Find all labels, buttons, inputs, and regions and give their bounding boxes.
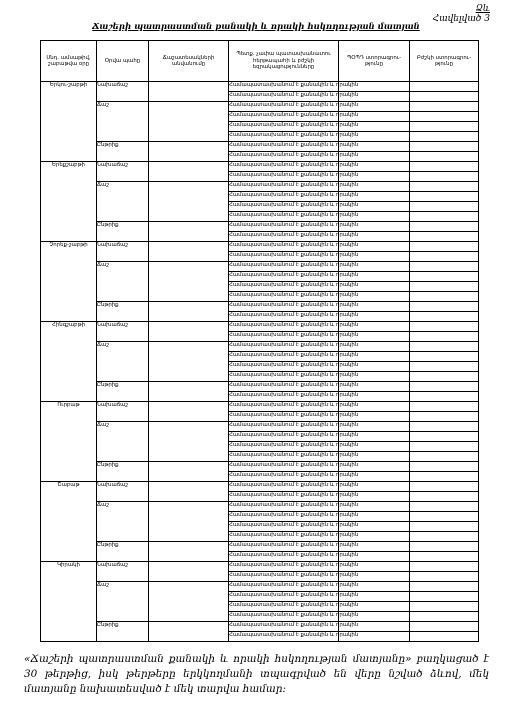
signature-cell-2[interactable] bbox=[410, 92, 479, 102]
conclusion-cell: Համապատասխանում է քանակին և որակին bbox=[229, 362, 339, 372]
table-row bbox=[41, 222, 479, 232]
signature-cell-2[interactable] bbox=[410, 512, 479, 522]
signature-cell-2[interactable] bbox=[410, 552, 479, 562]
column-header-dish: Ճաշատեսակների անվանումը bbox=[149, 41, 229, 82]
weekday-cell: Հինգշաբթի bbox=[41, 322, 97, 402]
conclusion-cell: Համապատասխանում է քանակին և որակին bbox=[229, 412, 339, 422]
meal-cell: Նախաճաշ bbox=[97, 322, 149, 342]
form-mark: Ձև bbox=[475, 4, 490, 14]
weekday-cell: Երեքշաբթի bbox=[41, 162, 97, 242]
dish-name-cell[interactable] bbox=[149, 142, 229, 162]
signature-cell-2[interactable] bbox=[410, 132, 479, 142]
meal-cell: Ընթրիք bbox=[97, 142, 149, 162]
dish-name-cell[interactable] bbox=[149, 502, 229, 542]
control-log-table bbox=[40, 40, 479, 642]
conclusion-cell: Համապատասխանում է քանակին և որակին bbox=[229, 482, 339, 492]
weekday-cell: Կիրակի bbox=[41, 562, 97, 642]
conclusion-cell: Համապատասխանում է քանակին և որակին bbox=[229, 312, 339, 322]
meal-cell: Ճաշ bbox=[97, 342, 149, 382]
table-row bbox=[41, 302, 479, 312]
signature-cell-2[interactable] bbox=[410, 242, 479, 252]
signature-cell-2[interactable] bbox=[410, 102, 479, 112]
dish-name-cell[interactable] bbox=[149, 482, 229, 502]
column-header-conclusion: Պետք․ չափա պատասխանատու հերթապահի և բժշկի եզրակացությունները bbox=[229, 41, 339, 82]
conclusion-cell: Համապատասխանում է քանակին և որակին bbox=[229, 252, 339, 262]
conclusion-cell: Համապատասխանում է քանակին և որակին bbox=[229, 232, 339, 242]
meal-cell: Ճաշ bbox=[97, 182, 149, 222]
signature-cell-2[interactable] bbox=[410, 292, 479, 302]
conclusion-cell: Համապատասխանում է քանակին և որակին bbox=[229, 212, 339, 222]
column-header-signature-2: Բժշկի ստորագրու-թյունը bbox=[410, 41, 479, 82]
dish-name-cell[interactable] bbox=[149, 622, 229, 642]
table-row bbox=[41, 542, 479, 552]
weekday-cell: Երկու-շաբթի bbox=[41, 82, 97, 162]
meal-cell: Ճաշ bbox=[97, 102, 149, 142]
conclusion-cell: Համապատասխանում է քանակին և որակին bbox=[229, 122, 339, 132]
signature-cell-2[interactable] bbox=[410, 212, 479, 222]
table-row bbox=[41, 622, 479, 632]
table-row bbox=[41, 422, 479, 432]
conclusion-cell: Համապատասխանում է քանակին և որակին bbox=[229, 542, 339, 552]
meal-cell: Ճաշ bbox=[97, 262, 149, 302]
dish-name-cell[interactable] bbox=[149, 542, 229, 562]
conclusion-cell: Համապատասխանում է քանակին և որակին bbox=[229, 472, 339, 482]
conclusion-cell: Համապատասխանում է քանակին և որակին bbox=[229, 602, 339, 612]
dish-name-cell[interactable] bbox=[149, 182, 229, 222]
dish-name-cell[interactable] bbox=[149, 242, 229, 262]
signature-cell-2[interactable] bbox=[410, 542, 479, 552]
conclusion-cell: Համապատասխանում է քանակին և որակին bbox=[229, 442, 339, 452]
table-row bbox=[41, 142, 479, 152]
signature-cell-2[interactable] bbox=[410, 342, 479, 352]
conclusion-cell: Համապատասխանում է քանակին և որակին bbox=[229, 142, 339, 152]
conclusion-cell: Համապատասխանում է քանակին և որակին bbox=[229, 182, 339, 192]
signature-cell-2[interactable] bbox=[410, 562, 479, 572]
signature-cell-2[interactable] bbox=[410, 322, 479, 332]
signature-cell-2[interactable] bbox=[410, 172, 479, 182]
conclusion-cell: Համապատասխանում է քանակին և որակին bbox=[229, 152, 339, 162]
signature-cell-2[interactable] bbox=[410, 352, 479, 362]
conclusion-cell: Համապատասխանում է քանակին և որակին bbox=[229, 492, 339, 502]
conclusion-cell: Համապատասխանում է քանակին և որակին bbox=[229, 282, 339, 292]
meal-cell: Ընթրիք bbox=[97, 382, 149, 402]
table-row bbox=[41, 162, 479, 172]
table-row bbox=[41, 342, 479, 352]
dish-name-cell[interactable] bbox=[149, 302, 229, 322]
conclusion-cell: Համապատասխանում է քանակին և որակին bbox=[229, 572, 339, 582]
table-row bbox=[41, 482, 479, 492]
conclusion-cell: Համապատասխանում է քանակին և որակին bbox=[229, 522, 339, 532]
signature-cell-2[interactable] bbox=[410, 452, 479, 462]
dish-name-cell[interactable] bbox=[149, 322, 229, 342]
document-title: Ճաշերի պատրաստման քանակի և որակի հսկողության մատյան bbox=[92, 22, 420, 32]
conclusion-cell: Համապատասխանում է քանակին և որակին bbox=[229, 612, 339, 622]
dish-name-cell[interactable] bbox=[149, 262, 229, 302]
dish-name-cell[interactable] bbox=[149, 382, 229, 402]
conclusion-cell: Համապատասխանում է քանակին և որակին bbox=[229, 202, 339, 212]
conclusion-cell: Համապատասխանում է քանակին և որակին bbox=[229, 552, 339, 562]
conclusion-cell: Համապատասխանում է քանակին և որակին bbox=[229, 582, 339, 592]
table-row bbox=[41, 382, 479, 392]
conclusion-cell: Համապատասխանում է քանակին և որակին bbox=[229, 222, 339, 232]
conclusion-cell: Համապատասխանում է քանակին և որակին bbox=[229, 332, 339, 342]
meal-cell: Նախաճաշ bbox=[97, 242, 149, 262]
signature-cell-2[interactable] bbox=[410, 222, 479, 232]
column-header-date: Սնդ․ ամսաթիվ, շաբաթվա օրը bbox=[41, 41, 97, 82]
signature-cell-2[interactable] bbox=[410, 282, 479, 292]
meal-cell: Ճաշ bbox=[97, 422, 149, 462]
conclusion-cell: Համապատասխանում է քանակին և որակին bbox=[229, 622, 339, 632]
weekday-cell: Շաբաթ bbox=[41, 482, 97, 562]
table-body bbox=[41, 82, 479, 642]
signature-cell-2[interactable] bbox=[410, 202, 479, 212]
signature-cell-2[interactable] bbox=[410, 372, 479, 382]
table-row bbox=[41, 322, 479, 332]
signature-cell-2[interactable] bbox=[410, 272, 479, 282]
conclusion-cell: Համապատասխանում է քանակին և որակին bbox=[229, 352, 339, 362]
signature-cell-2[interactable] bbox=[410, 312, 479, 322]
conclusion-cell: Համապատասխանում է քանակին և որակին bbox=[229, 592, 339, 602]
conclusion-cell: Համապատասխանում է քանակին և որակին bbox=[229, 532, 339, 542]
table-row bbox=[41, 402, 479, 412]
dish-name-cell[interactable] bbox=[149, 102, 229, 142]
conclusion-cell: Համապատասխանում է քանակին և որակին bbox=[229, 562, 339, 572]
table-row bbox=[41, 102, 479, 112]
meal-cell: Ճաշ bbox=[97, 582, 149, 622]
conclusion-cell: Համապատասխանում է քանակին և որակին bbox=[229, 632, 339, 642]
signature-cell-2[interactable] bbox=[410, 472, 479, 482]
conclusion-cell: Համապատասխանում է քանակին և որակին bbox=[229, 402, 339, 412]
conclusion-cell: Համապատասխանում է քանակին և որակին bbox=[229, 302, 339, 312]
signature-cell-2[interactable] bbox=[410, 432, 479, 442]
meal-cell: Ճաշ bbox=[97, 502, 149, 542]
signature-cell-2[interactable] bbox=[410, 162, 479, 172]
conclusion-cell: Համապատասխանում է քանակին և որակին bbox=[229, 452, 339, 462]
conclusion-cell: Համապատասխանում է քանակին և որակին bbox=[229, 82, 339, 92]
signature-cell-2[interactable] bbox=[410, 422, 479, 432]
conclusion-cell: Համապատասխանում է քանակին և որակին bbox=[229, 512, 339, 522]
table-row bbox=[41, 182, 479, 192]
dish-name-cell[interactable] bbox=[149, 162, 229, 182]
signature-cell-2[interactable] bbox=[410, 482, 479, 492]
conclusion-cell: Համապատասխանում է քանակին և որակին bbox=[229, 432, 339, 442]
signature-cell-2[interactable] bbox=[410, 262, 479, 272]
conclusion-cell: Համապատասխանում է քանակին և որակին bbox=[229, 112, 339, 122]
signature-cell-2[interactable] bbox=[410, 442, 479, 452]
conclusion-cell: Համապատասխանում է քանակին և որակին bbox=[229, 262, 339, 272]
signature-cell-2[interactable] bbox=[410, 572, 479, 582]
signature-cell-2[interactable] bbox=[410, 602, 479, 612]
signature-cell-2[interactable] bbox=[410, 522, 479, 532]
meal-cell: Ընթրիք bbox=[97, 462, 149, 482]
signature-cell-2[interactable] bbox=[410, 82, 479, 92]
signature-cell-2[interactable] bbox=[410, 182, 479, 192]
dish-name-cell[interactable] bbox=[149, 422, 229, 462]
signature-cell-2[interactable] bbox=[410, 382, 479, 392]
table-row bbox=[41, 262, 479, 272]
signature-cell-2[interactable] bbox=[410, 362, 479, 372]
conclusion-cell: Համապատասխանում է քանակին և որակին bbox=[229, 462, 339, 472]
signature-cell-2[interactable] bbox=[410, 332, 479, 342]
table-row bbox=[41, 82, 479, 92]
table-row bbox=[41, 582, 479, 592]
table-row bbox=[41, 242, 479, 252]
weekday-cell: Չորեք-շաբթի bbox=[41, 242, 97, 322]
dish-name-cell[interactable] bbox=[149, 402, 229, 422]
conclusion-cell: Համապատասխանում է քանակին և որակին bbox=[229, 422, 339, 432]
dish-name-cell[interactable] bbox=[149, 222, 229, 242]
signature-cell-2[interactable] bbox=[410, 612, 479, 622]
signature-cell-2[interactable] bbox=[410, 492, 479, 502]
signature-cell-2[interactable] bbox=[410, 502, 479, 512]
table-row bbox=[41, 502, 479, 512]
footer-note: «Ճաշերի պատրաստման քանակի և որակի հսկողության մատյանը» բաղկացած է 30 թերթից, իսկ թերթերը երկկողմանի տպագրված են վերը նշված ձևով, մեկ մատյանը նախատեսված է մեկ տարվա համար: bbox=[24, 653, 489, 695]
conclusion-cell: Համապատասխանում է քանակին և որակին bbox=[229, 92, 339, 102]
conclusion-cell: Համապատասխանում է քանակին և որակին bbox=[229, 392, 339, 402]
signature-cell-2[interactable] bbox=[410, 112, 479, 122]
conclusion-cell: Համապատասխանում է քանակին և որակին bbox=[229, 132, 339, 142]
signature-cell-2[interactable] bbox=[410, 632, 479, 642]
conclusion-cell: Համապատասխանում է քանակին և որակին bbox=[229, 102, 339, 112]
table-header-row bbox=[41, 41, 479, 82]
conclusion-cell: Համապատասխանում է քանակին և որակին bbox=[229, 292, 339, 302]
meal-cell: Ընթրիք bbox=[97, 542, 149, 562]
dish-name-cell[interactable] bbox=[149, 562, 229, 582]
table-row bbox=[41, 562, 479, 572]
conclusion-cell: Համապատասխանում է քանակին և որակին bbox=[229, 172, 339, 182]
conclusion-cell: Համապատասխանում է քանակին և որակին bbox=[229, 162, 339, 172]
signature-cell-2[interactable] bbox=[410, 122, 479, 132]
table-row bbox=[41, 462, 479, 472]
signature-cell-2[interactable] bbox=[410, 252, 479, 262]
conclusion-cell: Համապատասխանում է քանակին և որակին bbox=[229, 322, 339, 332]
conclusion-cell: Համապատասխանում է քանակին և որակին bbox=[229, 502, 339, 512]
meal-cell: Նախաճաշ bbox=[97, 482, 149, 502]
conclusion-cell: Համապատասխանում է քանակին և որակին bbox=[229, 272, 339, 282]
column-header-signature-1: ՊՕՊԴ ստորագրու-թյունը bbox=[339, 41, 410, 82]
meal-cell: Ընթրիք bbox=[97, 302, 149, 322]
signature-cell-2[interactable] bbox=[410, 142, 479, 152]
signature-cell-2[interactable] bbox=[410, 592, 479, 602]
signature-cell-2[interactable] bbox=[410, 622, 479, 632]
signature-cell-2[interactable] bbox=[410, 192, 479, 202]
weekday-cell: Ուրբաթ bbox=[41, 402, 97, 482]
meal-cell: Նախաճաշ bbox=[97, 562, 149, 582]
signature-cell-2[interactable] bbox=[410, 392, 479, 402]
conclusion-cell: Համապատասխանում է քանակին և որակին bbox=[229, 382, 339, 392]
meal-cell: Ընթրիք bbox=[97, 622, 149, 642]
meal-cell: Նախաճաշ bbox=[97, 402, 149, 422]
signature-cell-2[interactable] bbox=[410, 302, 479, 312]
conclusion-cell: Համապատասխանում է քանակին և որակին bbox=[229, 372, 339, 382]
meal-cell: Ընթրիք bbox=[97, 222, 149, 242]
signature-cell-2[interactable] bbox=[410, 462, 479, 472]
dish-name-cell[interactable] bbox=[149, 82, 229, 102]
appendix-label: Հավելված 3 bbox=[432, 14, 490, 24]
conclusion-cell: Համապատասխանում է քանակին և որակին bbox=[229, 242, 339, 252]
dish-name-cell[interactable] bbox=[149, 342, 229, 382]
dish-name-cell[interactable] bbox=[149, 462, 229, 482]
dish-name-cell[interactable] bbox=[149, 582, 229, 622]
column-header-meal: Օրվա պահը bbox=[97, 41, 149, 82]
conclusion-cell: Համապատասխանում է քանակին և որակին bbox=[229, 342, 339, 352]
signature-cell-2[interactable] bbox=[410, 402, 479, 412]
meal-cell: Նախաճաշ bbox=[97, 162, 149, 182]
signature-cell-2[interactable] bbox=[410, 532, 479, 542]
signature-cell-2[interactable] bbox=[410, 232, 479, 242]
conclusion-cell: Համապատասխանում է քանակին և որակին bbox=[229, 192, 339, 202]
signature-cell-2[interactable] bbox=[410, 152, 479, 162]
signature-cell-2[interactable] bbox=[410, 582, 479, 592]
signature-cell-2[interactable] bbox=[410, 412, 479, 422]
meal-cell: Նախաճաշ bbox=[97, 82, 149, 102]
